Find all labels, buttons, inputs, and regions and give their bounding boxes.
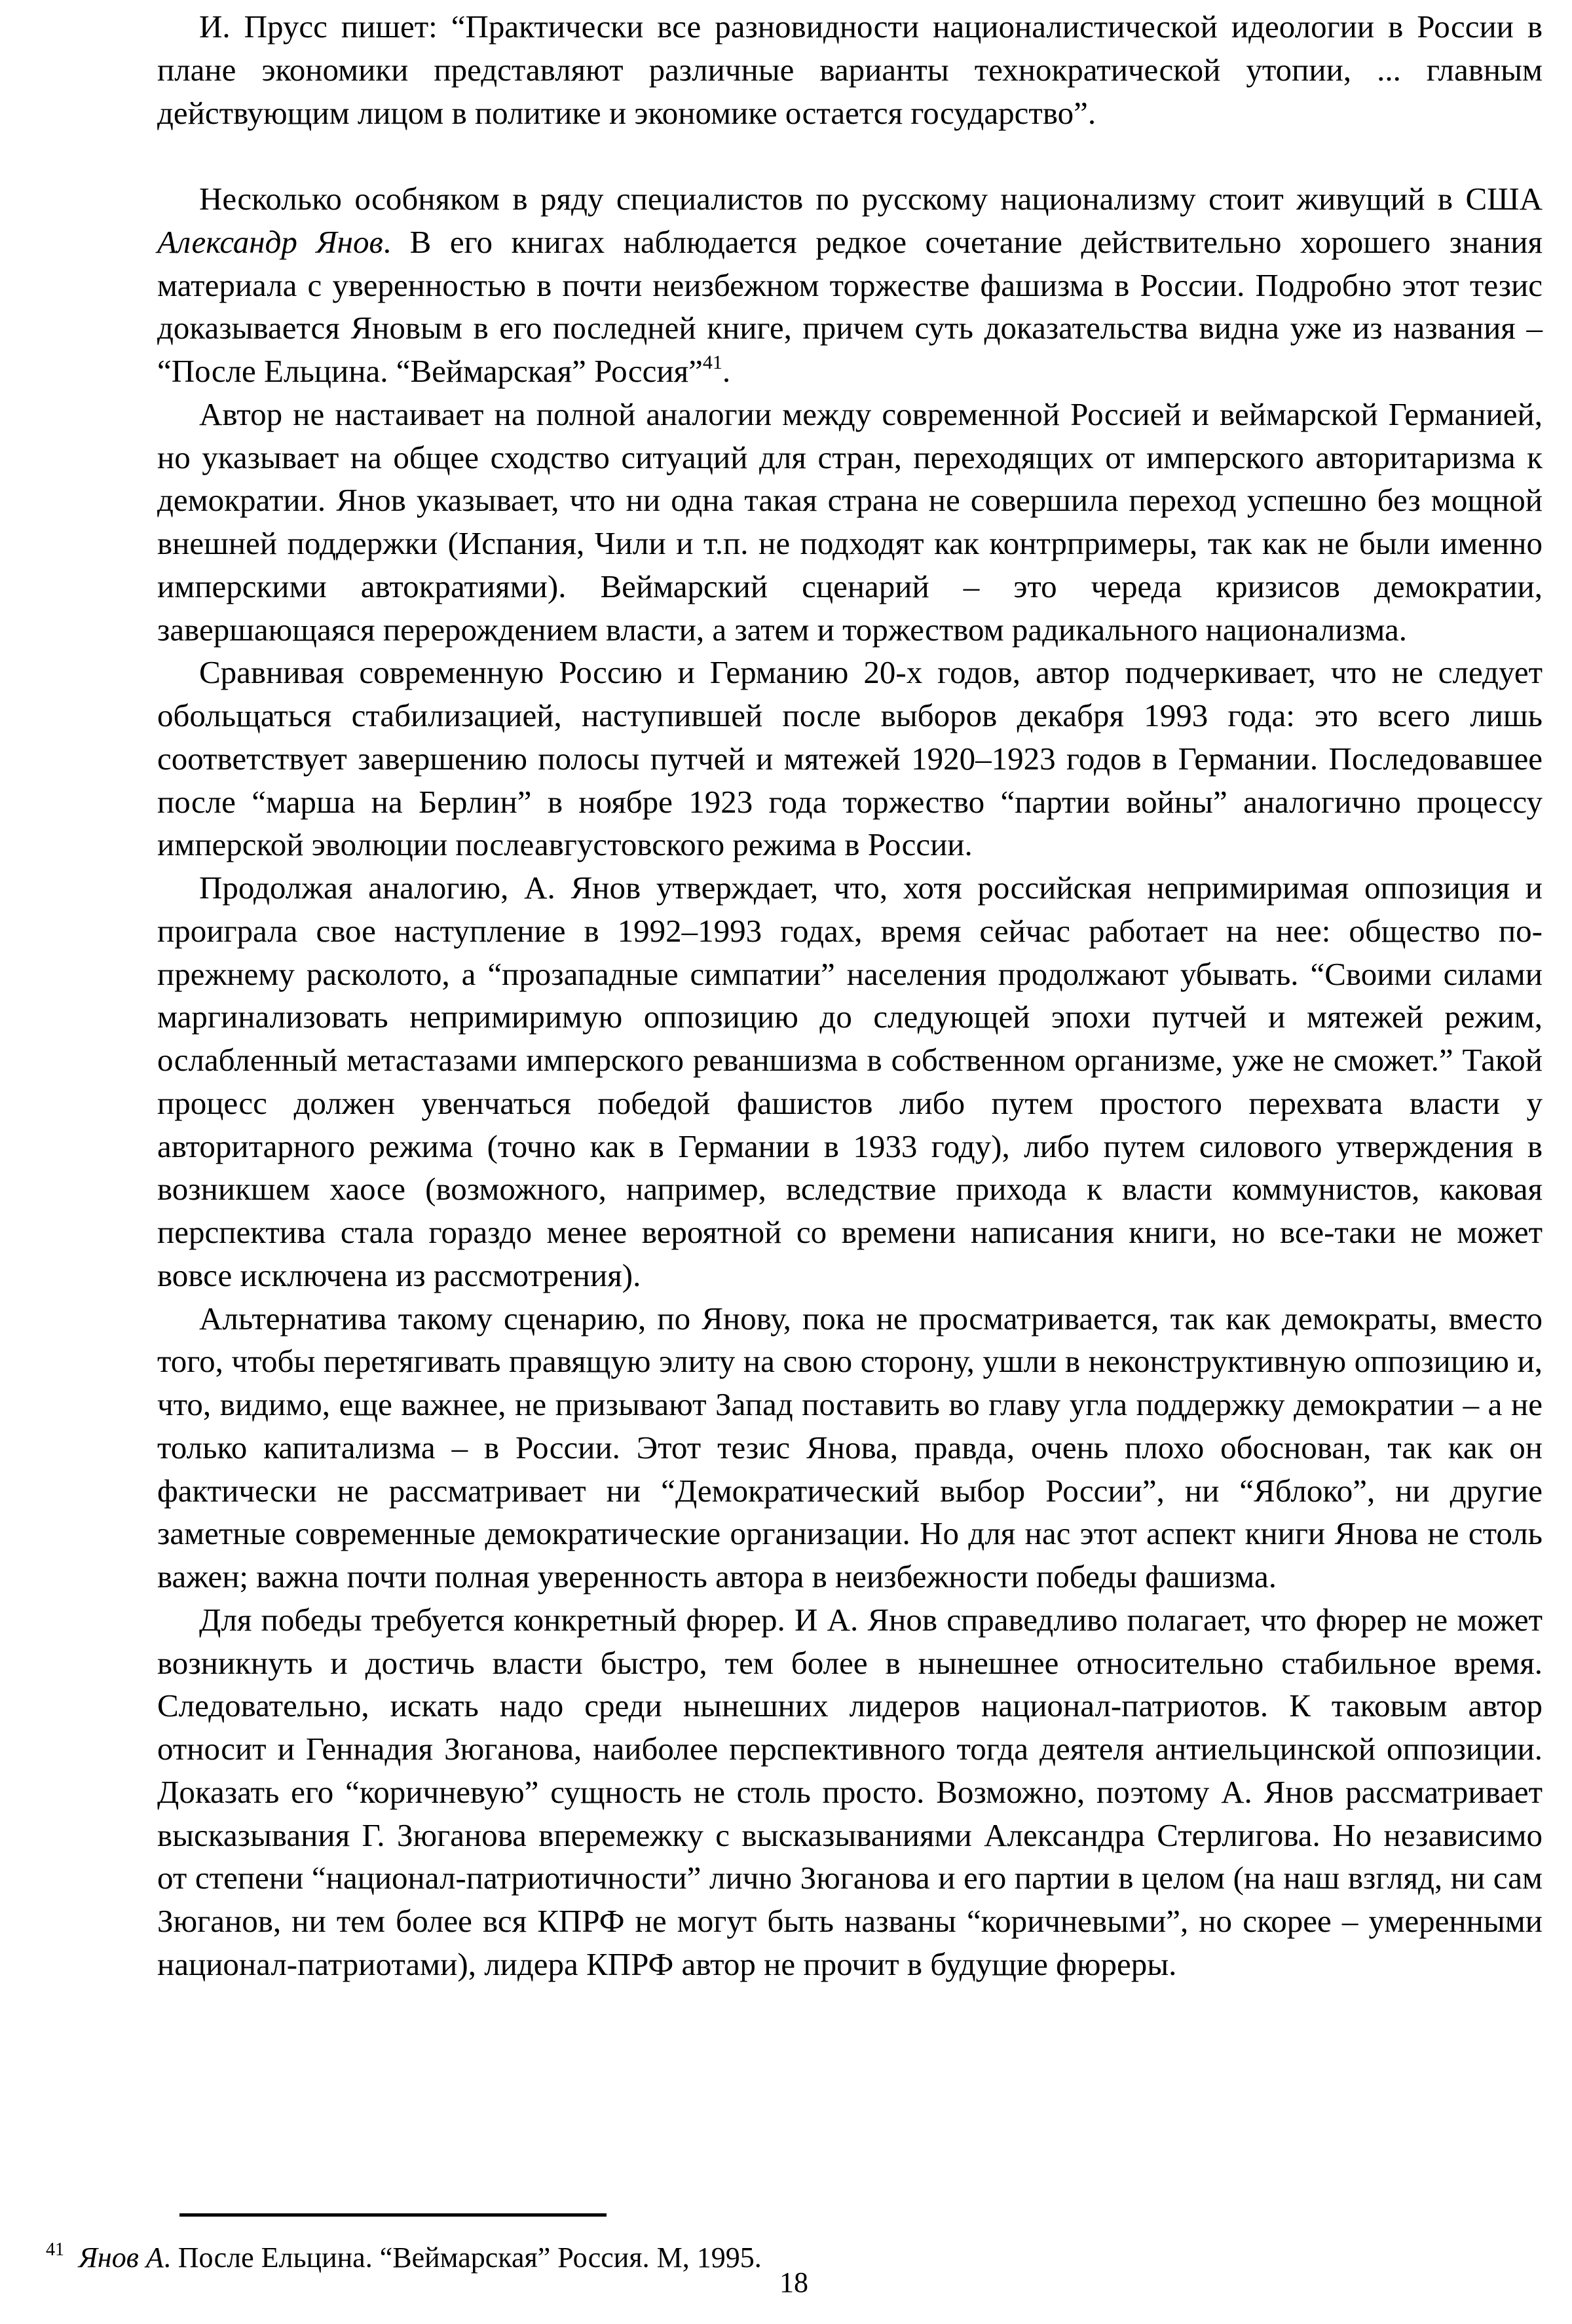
footnote-reference[interactable]: 41 xyxy=(702,352,722,373)
footnote-number: 41 xyxy=(46,2240,64,2260)
author-name-italic: Александр Янов xyxy=(157,223,383,260)
footnote xyxy=(46,2232,762,2276)
paragraph-3: Автор не настаивает на полной аналогии между современной Россией и веймарской Германией, но указывает на общее сходство ситуаций для стран, переходящих от имперского авторитаризма к демократии. Янов указывает, что ни одна такая страна не совершила переход успешно без мощной внешней поддержки (Испания, Чили и т.п. не подходят как контрпримеры, так как не были именно имперскими автократиями). Веймарский сценарий – это череда кризисов демократии, завершающаяся перерождением власти, а затем и торжеством радикального национализма. xyxy=(157,396,1543,648)
paragraph-2-text-before: Несколько особняком в ряду специалистов по русскому национализму стоит живущий в США xyxy=(199,181,1543,217)
paragraph-6: Альтернатива такому сценарию, по Янову, пока не просматривается, так как демократы, вместо того, чтобы перетягивать правящую элиту на свою сторону, ушли в неконструктивную оппозицию и, что, видимо, еще важнее, не призывают Запад поставить во главу угла поддержку демократии – а не только капитализма – в России. Этот тезис Янова, правда, очень плохо обоснован, так как он фактически не рассматривает ни “Демократический выбор России”, ни “Яблоко”, ни другие заметные современные демократические организации. Но для нас этот аспект книги Янова не столь важен; важна почти полная уверенность автора в неизбежности победы фашизма. xyxy=(157,1300,1543,1595)
footnote-separator xyxy=(179,2213,607,2217)
paragraph-2 xyxy=(157,177,1543,393)
paragraph-7: Для победы требуется конкретный фюрер. И А. Янов справедливо полагает, что фюрер не может возникнуть и достичь власти быстро, тем более в нынешнее относительно стабильное время. Следовательно, искать надо среди нынешних лидеров национал-патриотов. К таковым автор относит и Геннадия Зюганова, наиболее перспективного тогда деятеля антиельцинской оппозиции. Доказать его “коричневую” сущность не столь просто. Возможно, поэтому А. Янов рассматривает высказывания Г. Зюганова вперемежку с высказываниями Александра Стерлигова. Но независимо от степени “национал-патриотичности” лично Зюганова и его партии в целом (на наш взгляд, ни сам Зюганов, ни тем более вся КПРФ не могут быть названы “коричневыми”, но скорее – умеренными национал-патриотами), лидера КПРФ автор не прочит в будущие фюреры. xyxy=(157,1601,1543,1982)
page-number: 18 xyxy=(779,2266,808,2298)
paragraph-5: Продолжая аналогию, А. Янов утверждает, что, хотя российская непримиримая оппозиция и проиграла свое наступление в 1992–1993 годах, время сейчас работает на нее: общество по-прежнему расколото, а “прозападные симпатии” населения продолжают убывать. “Своими силами маргинализовать непримиримую оппозицию до следующей эпохи путчей и мятежей режим, ослабленный метастазами имперского реваншизма в собственном организме, уже не сможет.” Такой процесс должен увенчаться победой фашистов либо путем простого перехвата власти у авторитарного режима (точно как в Германии в 1933 году), либо путем силового утверждения в возникшем хаосе (возможного, например, вследствие прихода к власти коммунистов, каковая перспектива стала гораздо менее вероятной со времени написания книги, но все-таки не может вовсе исключена из рассмотрения). xyxy=(157,870,1543,1293)
paragraph-1: И. Прусс пишет: “Практически все разновидности националистической идеологии в России в плане экономики представляют различные варианты технократической утопии, ... главным действующим лицом в политике и экономике остается государство”. xyxy=(157,9,1543,131)
footnote-text: . После Ельцина. “Веймарская” Россия. М, 1995. xyxy=(163,2241,762,2274)
paragraph-2-end: . xyxy=(722,353,731,389)
footnote-author: Янов А xyxy=(79,2241,164,2274)
page-body xyxy=(157,5,1543,1986)
paragraph-4: Сравнивая современную Россию и Германию 20-х годов, автор подчеркивает, что не следует обольщаться стабилизацией, наступившей после выборов декабря 1993 года: это всего лишь соответствует завершению полосы путчей и мятежей 1920–1923 годов в Германии. Последовавшее после “марша на Берлин” в ноябре 1923 года торжество “партии войны” аналогично процессу имперской эволюции послеавгустовского режима в России. xyxy=(157,654,1543,863)
paragraph-2-text-after: . В его книгах наблюдается редкое сочетание действительно хорошего знания материала с уверенностью в почти неизбежном торжестве фашизма в России. Подробно этот тезис доказывается Яновым в его последней книге, причем суть доказательства видна уже из названия – “После Ельцина. “Веймарская” Россия” xyxy=(157,223,1543,389)
